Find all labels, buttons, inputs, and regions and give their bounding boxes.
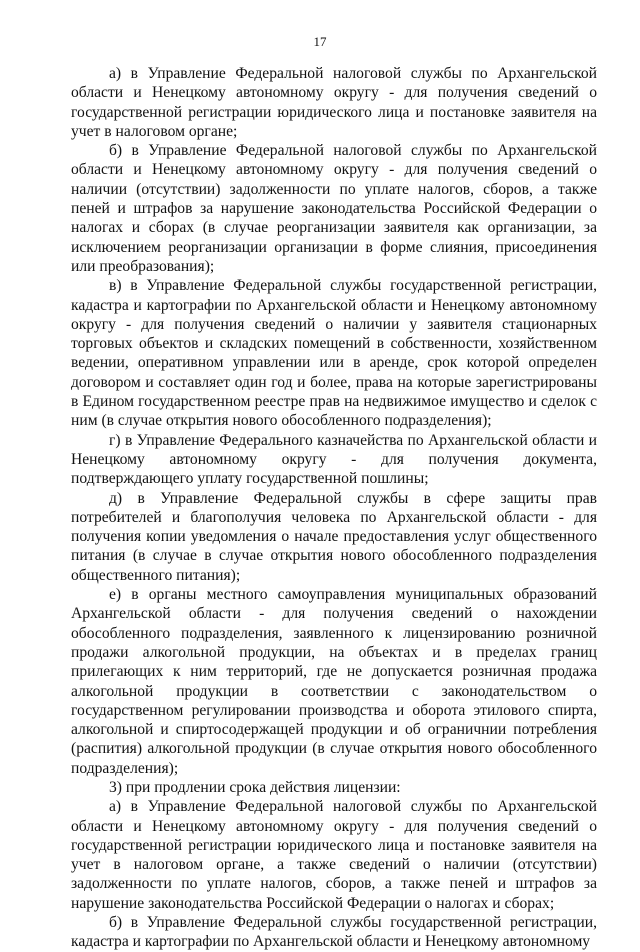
paragraph-d-rospotrebnadzor: д) в Управление Федеральной службы в сфере защиты прав потребителей и благополучия человека по Архангельской области - для получения копии уведомления о начале предоставления услуг общественного питания (в случае в случае открытия нового обособленного подразделения общественного питания); — [71, 489, 597, 584]
page-number: 17 — [313, 34, 327, 49]
paragraph-b-tax-debt: б) в Управление Федеральной налоговой службы по Архангельской области и Ненецкому автономному округу - для получения сведений о наличии (отсутствии) задолженности по уплате налогов, сборов, а также пеней и штрафов за нарушение законодательства Российской Федерации о налогах и сборах (в случае реорганизации заявителя как организации, за исключением реорганизации организации в форме слияния, присоединения или преобразования); — [71, 142, 597, 275]
paragraph-3-license-extension: 3) при продлении срока действия лицензии: — [109, 778, 401, 796]
document-body — [71, 64, 597, 952]
paragraph-b-rosreestr-extension: б) в Управление Федеральной службы государственной регистрации, кадастра и картографии по Архангельской области и Ненецкому автономному — [71, 914, 597, 951]
paragraph-a-tax-extension: а) в Управление Федеральной налоговой службы по Архангельской области и Ненецкому автономному округу - для получения сведений о государственной регистрации юридического лица и постановке заявителя на учет в налоговом органе, а также сведений о наличии (отсутствии) задолженности по уплате налогов, сборов, а также пеней и штрафов за нарушение законодательства Российской Федерации о налогах и сборах; — [71, 798, 597, 912]
paragraph-g-treasury: г) в Управление Федерального казначейства по Архангельской области и Ненецкому автономному округу - для получения документа, подтверждающего уплату государственной пошлины; — [71, 431, 597, 488]
paragraph-a-tax-registration: а) в Управление Федеральной налоговой службы по Архангельской области и Ненецкому автономному округу - для получения сведений о государственной регистрации юридического лица и постановке заявителя на учет в налоговом органе; — [71, 65, 597, 140]
paragraph-e-local-government: е) в органы местного самоуправления муниципальных образований Архангельской области - для получения сведений о нахождении обособленного подразделения, заявленного к лицензированию розничной продажи алкогольной продукции, на объектах и в пределах границ прилегающих к ним территорий, где не допускается розничная продажа алкогольной продукции в соответствии с законодательством о государственном регулировании производства и оборота этилового спирта, алкогольной и спиртосодержащей продукции и об ограничнии потребления (распития) алкогольной продукции (в случае открытия нового обособленного подразделения); — [71, 586, 597, 777]
paragraph-v-rosreestr: в) в Управление Федеральной службы государственной регистрации, кадастра и картографии по Архангельской области и Ненецкому автономному округу - для получения сведений о наличии у заявителя стационарных торговых объектов и складских помещений в собственности, хозяйственном ведении, оперативном управлении или в аренде, срок которой определен договором и составляет один год и более, права на которые зарегистрированы в Едином государственном реестре прав на недвижимое имущество и сделок с ним (в случае открытия нового обособленного подразделения); — [71, 277, 597, 430]
